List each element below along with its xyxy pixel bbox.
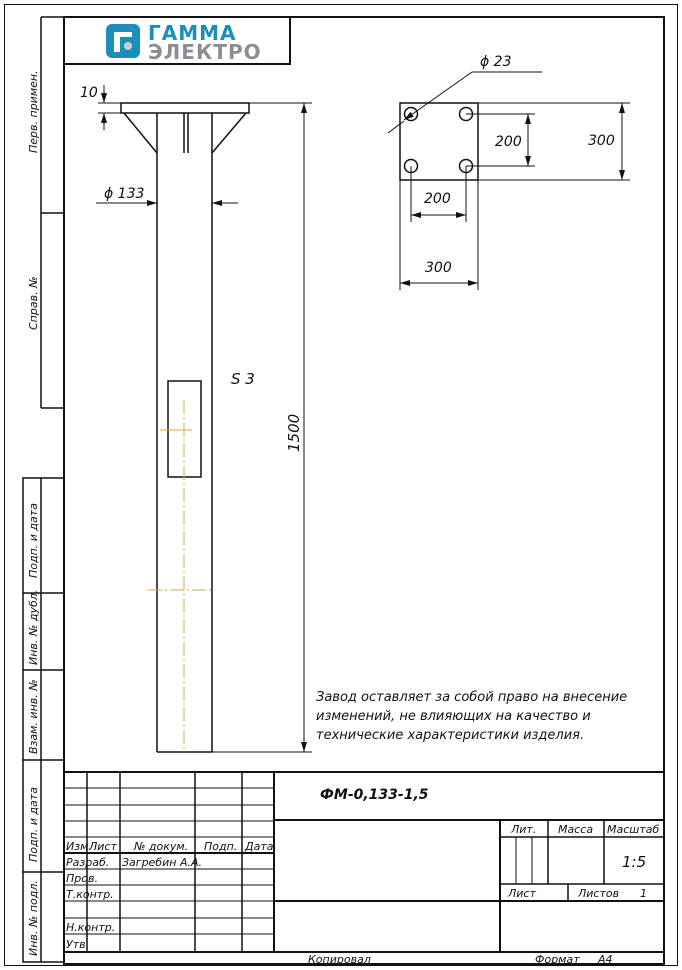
logo-line1: ГАММА: [148, 21, 237, 45]
label-vzam-inv: Взам. инв. №: [27, 679, 40, 754]
designation: ФМ-0,133-1,5: [320, 787, 429, 803]
dim-flange-thickness-label: 10: [80, 85, 98, 101]
dim-height-label: 1500: [285, 413, 303, 452]
col-podp: Подп.: [204, 840, 238, 853]
dim-hole-spacing-h-label: 200: [424, 191, 451, 207]
col-list: Лист: [89, 840, 117, 853]
label-sprav-no: Справ. №: [27, 276, 40, 330]
logo-icon: [104, 22, 144, 60]
listov-label: Листов: [578, 887, 620, 900]
plate-dimensions: [388, 72, 630, 290]
row-nkontr: Н.контр.: [66, 921, 116, 934]
lit-label: Лит.: [511, 823, 537, 836]
razrab-name: Загребин А.А.: [122, 856, 202, 869]
massa-label: Масса: [558, 823, 594, 836]
label-perv-primen: Перв. примен.: [27, 70, 40, 153]
disclaimer-note: Завод оставляет за собой право на внесение изменений, не влияющих на качество и технические характеристики изделия.: [316, 690, 628, 743]
label-podp-data-1: Подп. и дата: [27, 503, 40, 578]
col-data: Дата: [245, 840, 274, 853]
scale-value: 1:5: [622, 853, 647, 871]
dim-hole-spacing-v-label: 200: [495, 134, 522, 150]
inner-frame: [64, 17, 664, 964]
label-inv-dubl: Инв. № дубл.: [27, 589, 40, 665]
label-podp-data-2: Подп. и дата: [27, 787, 40, 862]
dim-plate-v-label: 300: [588, 133, 615, 149]
row-utv: Утв.: [66, 938, 90, 951]
dim-pipe-diameter-label: ϕ 133: [104, 186, 145, 202]
row-prov: Пров.: [66, 872, 98, 885]
wall-thickness-label: S 3: [231, 370, 255, 388]
col-izm: Изм.: [66, 840, 92, 853]
row-razrab: Разраб.: [66, 856, 110, 869]
label-inv-podl: Инв. № подл.: [27, 880, 40, 956]
format-value: А4: [598, 953, 613, 966]
list-label: Лист: [508, 887, 536, 900]
logo-line2: ЭЛЕКТРО: [148, 40, 262, 64]
row-tkontr: Т.контр.: [66, 888, 114, 901]
center-line: [148, 400, 214, 752]
listov-value: 1: [640, 887, 647, 900]
kopiroval-label: Копировал: [308, 953, 371, 966]
dim-plate-h-label: 300: [425, 260, 452, 276]
col-doc: № докум.: [134, 840, 189, 853]
dim-hole-diameter-label: ϕ 23: [480, 54, 512, 70]
format-label: Формат: [535, 953, 580, 966]
masshtab-label: Масштаб: [607, 823, 660, 836]
dim-flange-thickness: [98, 85, 121, 130]
